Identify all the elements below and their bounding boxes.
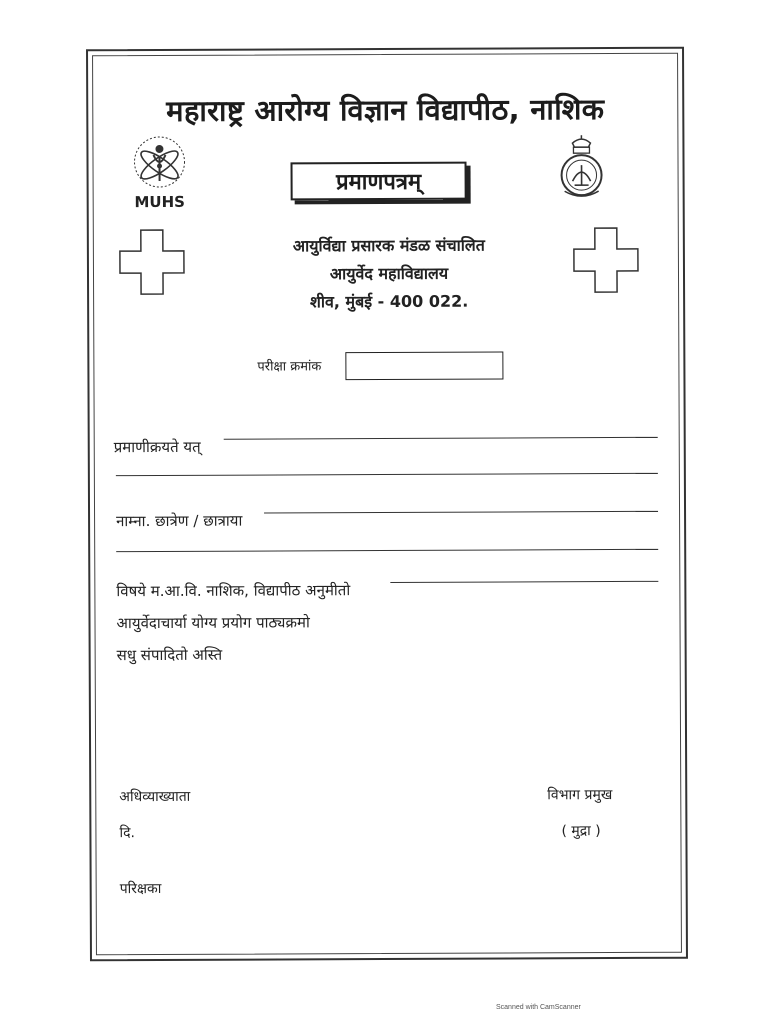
college-emblem-icon bbox=[556, 135, 606, 203]
exam-number-label: परीक्षा क्रमांक bbox=[257, 359, 322, 375]
head-signature-label: विभाग प्रमुख bbox=[547, 787, 613, 804]
institution-society: आयुर्विद्या प्रसारक मंडळ संचालित bbox=[292, 235, 485, 256]
college-emblem bbox=[556, 135, 606, 203]
muhs-logo bbox=[122, 135, 196, 211]
muhs-emblem-icon bbox=[122, 135, 196, 193]
exam-number-field[interactable] bbox=[345, 351, 503, 380]
certificate-heading: प्रमाणपत्रम् bbox=[291, 162, 467, 201]
university-title: महाराष्ट्र आरोग्य विज्ञान विद्यापीठ, नाशिक bbox=[166, 92, 605, 128]
date-label: दि. bbox=[119, 825, 135, 842]
certificate-border bbox=[86, 47, 688, 962]
examiner-label: परिक्षका bbox=[119, 880, 162, 898]
medical-cross-icon-right bbox=[573, 227, 639, 293]
course-line: आयुर्वेदाचार्या योग्य प्रयोग पाठ्यक्रमो bbox=[116, 613, 310, 633]
institution-address: शीव, मुंबई - 400 022. bbox=[309, 291, 469, 312]
institution-college: आयुर्वेद महाविद्यालय bbox=[329, 263, 449, 284]
certify-label: प्रमाणीक्रयते यत् bbox=[113, 437, 201, 457]
scanner-watermark: Scanned with CamScanner bbox=[496, 1004, 581, 1011]
subject-line: विषये म.आ.वि. नाशिक, विद्यापीठ अनुमीतो bbox=[116, 581, 351, 601]
lecturer-signature-label: अधिव्याख्याता bbox=[119, 788, 191, 806]
muhs-logo-label: MUHS bbox=[134, 192, 185, 212]
medical-cross-icon-left bbox=[119, 229, 185, 295]
name-label: नाम्ना. छात्रेण / छात्राया bbox=[116, 511, 243, 531]
seal-label: ( मुद्रा ) bbox=[561, 823, 601, 840]
completed-line: सधु संपादितो अस्ति bbox=[116, 645, 223, 665]
